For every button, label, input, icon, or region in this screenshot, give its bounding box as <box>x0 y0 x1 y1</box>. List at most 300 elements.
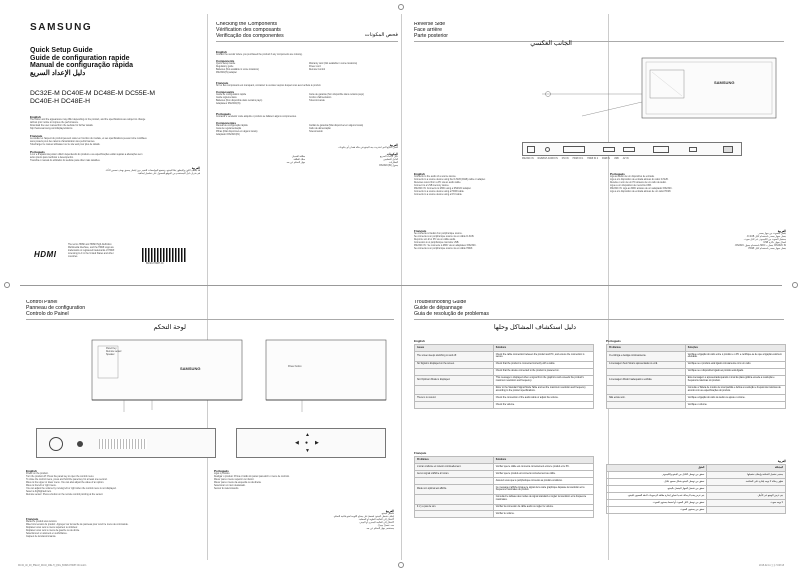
component-item: Regulatory guide <box>216 65 234 68</box>
port-label: DVI IN <box>561 158 569 160</box>
cover-models-line-1: DC32E-M DC40E-M DC48E-M DC55E-M <box>30 90 156 98</box>
cover-title-pt: Manual de configuração rápida <box>30 62 134 70</box>
direction-right-icon[interactable]: ▶ <box>315 440 319 446</box>
section-intro: Si l'un des composants est manquant, contactez le vendeur auprès duquel vous avez acheté le produit. <box>216 84 322 87</box>
table-lang: English <box>414 339 425 343</box>
control-desc: الانتقال إلى القائمة اليسرى أو اليمنى. <box>358 522 394 524</box>
port-desc: Se connecte à un périphérique source via un câble D-SUB. <box>414 236 475 238</box>
table-row <box>415 470 594 477</box>
solution-cell: Check that the device connected to the product is powered on. <box>493 368 593 375</box>
note-line: sans préavis pour des raisons d'amélioration des performances. <box>30 140 96 143</box>
trouble-table-en <box>414 338 594 409</box>
hdmi-note-line: countries. <box>68 256 78 258</box>
issue-cell <box>415 385 494 395</box>
issue-cell: Il n'y a pas de son. <box>415 504 494 511</box>
trouble-table-fr <box>414 450 594 518</box>
port-desc: يتصل بالصوت من جهاز مصدر. <box>757 233 786 235</box>
table-header-row <box>607 345 786 352</box>
rear-section-ar <box>610 226 786 251</box>
port-desc: Liga a um dispositivo de entrada através de um cabo HDMI. <box>610 191 672 193</box>
component-item: Guide réglementaire <box>216 96 237 99</box>
control-desc: Move to the upper or lower menu. You can also adjust the value of an option. <box>26 482 105 484</box>
control-desc: Capteur de la télécommande. <box>26 536 57 538</box>
control-desc: Déplacez-vous vers le menu de gauche ou de droite. <box>26 530 80 532</box>
control-section-fr <box>26 514 206 539</box>
trouble-title-en: Troubleshooting Guide <box>414 300 467 305</box>
table-row <box>415 361 594 368</box>
note-line: http://www.samsung.com/displaysolutions <box>30 127 73 130</box>
table-row <box>607 485 786 492</box>
table-row <box>607 375 786 385</box>
table-row <box>415 504 594 511</box>
table-row <box>415 402 594 409</box>
table-row <box>607 471 786 478</box>
trouble-title-pt: Guia de resolução de problemas <box>414 310 489 317</box>
table-head-cell: Problemas <box>607 345 686 352</box>
table-row <box>607 478 786 485</box>
rear-title-fr: Face arrière <box>414 26 442 33</box>
port-audio <box>545 147 550 152</box>
port-label: RGB/DVI AUDIO IN <box>537 158 558 160</box>
solution-cell: Consulte a Tabela de modos de sinal padrão e defina a resolução e frequência máximas de acordo com as especificações do produto. <box>685 385 785 395</box>
fold-line-horizontal <box>20 285 782 286</box>
note-line: Download the user manual from the website for further details. <box>30 124 94 127</box>
solution-cell: Verifique a ligação do cabo entre o produto e o PC e certifique-se de que a ligação está bem efetuada. <box>685 351 785 361</box>
control-desc: Mise hors tension du produit : Appuyez sur la touche de panneau pour ouvrir le menu de commande. <box>26 524 129 526</box>
table-head-cell: Solutions <box>493 345 593 352</box>
solution-cell: تحقق من تشغيل الجهاز المتصل بالمنتج. <box>607 485 707 492</box>
hdmi-note-line: Licensing LLC in the United States and other <box>68 253 114 255</box>
solution-cell: Verifique a ligação do cabo de áudio ou ajuste o volume. <box>685 395 785 402</box>
section-intro: Contact the vendor where you purchased the product if any components are missing. <box>216 53 303 56</box>
control-desc: Selecionar um item destacado. <box>214 485 246 487</box>
control-desc: Mettez le produit sous tension. <box>26 521 58 523</box>
port-label: HDMI IN 1 <box>572 158 584 160</box>
control-title-pt: Controlo do Painel <box>26 310 69 317</box>
port-rs232c <box>527 146 535 153</box>
port-desc: Connects to a source device using a HDMI cable. <box>414 191 465 193</box>
section-heading: Components <box>216 58 235 63</box>
port-desc: RS232C IN: Liga ao MDC através de um adaptador RS232C. <box>610 188 673 190</box>
component-item: Batteries (Not available in some locations) <box>216 68 259 71</box>
solution-cell: تحقق من توصيل المنتج بشكل صحيح بكابل. <box>607 478 707 485</box>
speaker-grille-icon <box>99 439 147 449</box>
hdmi-logo: HDMI <box>34 250 57 259</box>
section-heading: Componentes <box>216 120 237 125</box>
port-desc: Receives sound from a PC via an audio cable. <box>414 182 462 184</box>
direction-left-icon[interactable]: ◀ <box>295 440 299 446</box>
rear-title-ar: الجانب العكسي <box>530 40 572 47</box>
issue-cell: تظهر رسالة لا توجد إشارة على الشاشة. <box>707 478 786 485</box>
control-desc: To close the control menu, press and hold the panel key for at least one second. <box>26 479 108 481</box>
port-desc: يتصل بجهاز مصدر باستخدام كابل D-SUB. <box>746 236 786 238</box>
port-usb <box>689 147 697 152</box>
control-desc: Mover para o menu da esquerda ou da direita. <box>214 482 262 484</box>
port-av <box>723 146 733 153</box>
control-desc: الانتقال إلى القائمة العلوية أو السفلية. <box>358 519 394 521</box>
control-title-en: Control Panel <box>26 300 58 305</box>
solution-cell: Assurez-vous que le périphérique connecté au produit est allumé. <box>493 477 593 484</box>
solution-cell: Vérifiez la connexion du câble audio ou réglez le volume. <box>493 504 593 511</box>
table-row <box>607 402 786 409</box>
section-lang: English <box>414 172 425 176</box>
table-row <box>415 463 594 470</box>
table-head-cell: Solutions <box>493 457 593 464</box>
reverse-side-panel <box>414 22 786 280</box>
solution-cell: Verifique se o dispositivo ligado ao produto está ligado. <box>685 368 785 375</box>
port-hdmi-1 <box>603 147 615 152</box>
table-row <box>415 477 594 484</box>
solution-cell: Vérifiez que le câble est connecté correctement entre le produit et le PC. <box>493 463 593 470</box>
table-row <box>415 351 594 361</box>
component-item: Manual de configuração rápida <box>216 124 248 127</box>
control-desc: Select a highlighted item. <box>26 491 52 493</box>
table-header-row <box>607 465 786 472</box>
component-item: Cabo de alimentação <box>309 127 331 130</box>
table-row <box>415 511 594 518</box>
solution-cell: تحقق من مستوى الصوت. <box>607 506 707 513</box>
issue-cell: A mensagem Sem Sinal é apresentada no ecrã. <box>607 361 686 368</box>
component-item: Adaptador RS232C(IN) <box>216 133 240 136</box>
section-lang: English <box>216 49 227 54</box>
svg-text:SAMSUNG: SAMSUNG <box>714 80 735 85</box>
callout-speaker: Speaker <box>106 354 115 356</box>
issue-cell: يستمر تشغيل الشاشة وإيقاف تشغيلها. <box>707 471 786 478</box>
port-label: RGB IN <box>602 158 610 160</box>
table-row <box>607 499 786 506</box>
note-line: Téléchargez le manuel utilisateur sur le site web pour plus de détails. <box>30 143 101 146</box>
control-section-pt <box>214 466 394 491</box>
note-line: قم بتنزيل دليل المستخدم من الموقع للحصول على تفاصيل إضافية. <box>137 172 200 175</box>
cover-note-en <box>30 115 200 131</box>
port-desc: اتصال بجهاز ذاكرة USB. <box>762 242 786 244</box>
issue-cell: A mensagem Modo Inadequado é exibida. <box>607 375 686 385</box>
issue-cell <box>415 494 494 504</box>
section-lang: العربية <box>385 509 394 513</box>
solution-cell: Verifique o volume. <box>685 402 785 409</box>
registration-mark-top <box>398 4 404 10</box>
solution-cell: تحقق من توصيل الكابل بين المنتج والكمبيوتر. <box>607 471 707 478</box>
control-title-fr: Panneau de configuration <box>26 304 86 311</box>
component-item: Telecomando <box>309 130 323 133</box>
components-section-en <box>216 50 398 75</box>
table-head-cell: المشكلة <box>707 465 786 472</box>
note-line: without prior notice to improve the performance. <box>30 121 79 124</box>
port-desc: Connects to a source device using a DVI cable. <box>414 194 463 196</box>
components-title-pt: Verificação dos componentes <box>216 32 284 39</box>
select-icon[interactable]: ● <box>305 440 309 446</box>
fold-line-vertical-center <box>401 14 402 560</box>
table-row <box>415 375 594 385</box>
port-desc: Connects to a source device using the D-SUB (RGB) cable or adapter. <box>414 179 486 181</box>
callout-power-button: Power button <box>288 366 302 368</box>
issue-cell <box>707 506 786 513</box>
port-desc: يتصل بجهاز مصدر باستخدام كابل HDMI. <box>747 248 786 250</box>
solution-cell: Check the cable connection between the product and PC, and ensure the connection is secure. <box>493 351 593 361</box>
section-lang: العربية <box>389 142 398 147</box>
component-item: Remote Control <box>309 68 326 71</box>
issue-cell <box>415 511 494 518</box>
section-heading: المكونات <box>386 151 398 156</box>
solution-cell: Ce message s'affiche lorsque le signal de la carte graphique dépasse la résolution et la fréquence maximales du produit. <box>493 484 593 494</box>
issue-cell: Not Optimum Mode is displayed. <box>415 375 494 385</box>
cover-note-ar <box>30 166 200 176</box>
port-desc: Connect to a USB memory device. <box>414 185 450 187</box>
control-desc: إيقاف تشغيل المنتج: اضغط على مفتاح اللوحة لفتح قائمة التحكم. <box>333 516 394 518</box>
component-item: Télécommande <box>309 99 325 102</box>
cover-note-en-lang: English <box>30 114 41 119</box>
barcode-code: BN68-07808T-00 <box>146 263 164 265</box>
note-line: aviso prévio para melhorar o desempenho. <box>30 156 74 159</box>
port-label: RS232C IN <box>522 158 534 160</box>
panel-key-icon[interactable] <box>49 437 63 451</box>
control-panel-section <box>26 300 396 562</box>
control-desc: Desligar o produto: Prima o botão do painel para abrir o menu de controlo. <box>214 476 290 478</box>
components-title-ar: فحص المكونات <box>364 32 398 39</box>
table-row <box>415 484 594 494</box>
panel-key-strip <box>36 428 216 458</box>
port-hdmi-2 <box>623 147 635 152</box>
solution-cell: Vérifiez le volume. <box>493 511 593 518</box>
issue-cell: Não existe som. <box>607 395 686 402</box>
table-header-row <box>415 457 594 464</box>
section-lang: Français <box>26 517 39 521</box>
port-desc: Connexion à un périphérique mémoire USB. <box>414 242 460 244</box>
component-item: Quick Setup Guide <box>216 62 236 65</box>
trouble-title-ar: دليل استكشاف المشاكل وحلها <box>493 324 576 331</box>
table-head-cell: Issues <box>415 345 494 352</box>
components-section-fr <box>216 81 398 106</box>
table-lang: Português <box>606 339 621 343</box>
component-item: Power cord <box>309 65 321 68</box>
solution-cell: Verifique se o produto está ligado corretamente com um cabo. <box>685 361 785 368</box>
hdmi-trademark-block <box>30 244 202 280</box>
control-desc: Remote sensor: Press a button on the remote control pointing at the sensor. <box>26 494 104 496</box>
issue-cell: There is no sound. <box>415 395 494 402</box>
component-item: البطاريات <box>388 161 398 164</box>
control-desc: You can adjust the volume by moving left or right when the control menu is not displayed. <box>26 488 117 490</box>
control-desc: Sensor do telecomando. <box>214 488 239 490</box>
component-item: Guia de regulamentação <box>216 127 242 130</box>
port-label: USB <box>613 158 619 160</box>
note-line: A cor e a aparência podem diferir dependendo do produto e as especificações estão sujeitas a alterações sem <box>30 153 143 156</box>
footer-timestamp: 2015-02-11 오후 5:08:18 <box>759 565 784 567</box>
solution-cell: Consultez le tableau des modes de signal standard et réglez la résolution et la fréquence maximales. <box>493 494 593 504</box>
components-title-fr: Vérification des composants <box>216 26 281 33</box>
hdmi-note-line: The terms HDMI and HDMI High-Definition <box>68 244 112 246</box>
issue-cell: O ecrã liga e desliga continuamente. <box>607 351 686 361</box>
solution-cell: يتم عرض هذه الرسالة عندما تتجاوز إشارة بطاقة الرسومات الدقة القصوى للمنتج. <box>607 492 707 499</box>
callout-panel-key: Panel Key <box>106 348 117 350</box>
table-row <box>607 395 786 402</box>
registration-mark-bottom <box>398 562 404 568</box>
component-item: الدليل التنظيمي <box>383 158 398 161</box>
table-row <box>415 385 594 395</box>
control-section-en <box>26 466 206 497</box>
component-item: Cordon d'alimentation <box>309 96 332 99</box>
component-item: Batteries (Non disponible dans certains pays) <box>216 99 263 102</box>
table-lang: العربية <box>777 459 786 463</box>
port-dvi <box>563 146 585 153</box>
control-panel-illustration-right <box>262 336 392 416</box>
cover-note-pt-lang: Português <box>30 149 45 154</box>
cover-panel <box>30 22 202 280</box>
table-row <box>607 385 786 395</box>
registration-mark-right <box>792 282 798 288</box>
solution-cell: Refer to the Standard Signal Mode Table and set the maximum resolution and frequency according to the product specifications. <box>493 385 593 395</box>
port-desc: Recebe o som de um PC através de um cabo de áudio. <box>610 182 667 184</box>
section-lang: Français <box>216 80 229 85</box>
port-desc: Liga a um dispositivo de entrada através do cabo D-SUB. <box>610 179 669 181</box>
samsung-logo: SAMSUNG <box>30 22 93 33</box>
solution-cell: تحقق من توصيل كابل الصوت أو اضبط مستوى الصوت. <box>607 499 707 506</box>
note-line: Transfira o manual do utilizador do website para obter mais detalhes. <box>30 159 101 162</box>
hdmi-note-line: Multimedia Interface, and the HDMI Logo are <box>68 247 114 249</box>
table-header-row <box>415 345 594 352</box>
rear-panel-illustration <box>542 54 782 124</box>
callout-remote-sensor: Remote sensor <box>106 351 122 353</box>
control-desc: Déplacez-vous vers le menu supérieur ou inférieur. <box>26 527 78 529</box>
note-line: قد يختلف اللون والمظهر تبعًا للمنتج، وتخضع المواصفات للتغيير دون إشعار مسبق بهدف تحسين الأداء. <box>105 169 200 172</box>
components-section-ar <box>216 143 398 168</box>
note-line: The colour and the appearance may differ depending on the product, and the specifications are subject to change <box>30 118 146 121</box>
component-item: Cartão de garantia (Não disponível em alguns locais) <box>309 124 364 127</box>
port-desc: Liga ao áudio de um dispositivo de entrada. <box>610 176 655 178</box>
table-row <box>607 351 786 361</box>
issue-cell <box>415 402 494 409</box>
issue-cell: No Signal is displayed on the screen. <box>415 361 494 368</box>
rear-title-en: Reverse Side <box>414 22 446 27</box>
direction-down-icon[interactable]: ▼ <box>305 448 310 454</box>
section-lang: Português <box>216 111 231 116</box>
direction-up-icon[interactable]: ▲ <box>305 432 310 438</box>
solution-cell: Check that the product is connected correctly with a cable. <box>493 361 593 368</box>
port-desc: Se connecte à un périphérique source via un câble HDMI. <box>414 248 473 250</box>
remote-keypad <box>236 428 386 458</box>
section-intro: اتصل بالبائع الذي اشتريت منه المنتج في حالة فقدان أي مكونات. <box>337 146 398 149</box>
port-desc: Reçoit le son d'un PC via un câble audio. <box>414 239 456 241</box>
section-heading: Composants <box>216 89 235 94</box>
note-line: La couleur et l'aspect du produit peuvent varier en fonction du modèle, et ses spécifications peuvent être modifiées <box>30 137 147 140</box>
issue-cell <box>415 368 494 375</box>
cover-note-ar-lang: العربية <box>191 165 200 170</box>
registration-mark-left <box>4 282 10 288</box>
control-title-ar: لوحة التحكم <box>153 324 186 331</box>
table-row <box>607 368 786 375</box>
control-desc: Move to the left or right menu. <box>26 485 57 487</box>
control-section-ar <box>214 506 394 531</box>
svg-text:SAMSUNG: SAMSUNG <box>180 366 201 371</box>
table-head-cell: Problèmes <box>415 457 494 464</box>
solution-cell: Vérifiez que le produit est connecté correctement au câble. <box>493 470 593 477</box>
table-head-cell: الحلول <box>607 465 707 472</box>
issue-cell <box>415 477 494 484</box>
component-item: Guide de configuration rapide <box>216 93 247 96</box>
component-item: Carte de garantie (Non disponible dans certains pays) <box>309 93 364 96</box>
issue-cell: لا يوجد صوت. <box>707 499 786 506</box>
solution-cell: Esta mensagem é apresentada quando o sinal da placa gráfica excede a resolução e frequência máximas do produto. <box>685 375 785 385</box>
section-lang: Français <box>414 229 427 233</box>
table-row <box>607 492 786 499</box>
section-lang: Português <box>610 172 625 176</box>
cover-title-en: Quick Setup Guide <box>30 47 93 54</box>
issue-cell: L'écran s'allume et s'éteint continuellement. <box>415 463 494 470</box>
issue-cell: يتم عرض الوضع غير الأمثل. <box>707 492 786 499</box>
component-item: سلك الطاقة <box>293 158 305 161</box>
table-row <box>607 506 786 513</box>
port-desc: يستقبل الصوت من الكمبيوتر عبر كابل صوت. <box>743 239 786 241</box>
components-section-pt <box>216 112 398 137</box>
cover-note-fr-lang: Français <box>30 133 43 138</box>
port-desc: RS232C IN: يتصل بـ MDC باستخدام محول RS232C. <box>734 245 786 247</box>
component-item: RS232C(IN) adapter <box>216 71 237 74</box>
section-lang: Português <box>214 469 229 473</box>
barcode <box>142 248 186 262</box>
cover-title-fr: Guide de configuration rapide <box>30 54 130 62</box>
port-desc: RS232C IN : Se connecte à MDC via un adaptateur RS232C. <box>414 245 477 247</box>
rear-section-en <box>414 169 594 197</box>
port-desc: Se connecte à l'audio d'un périphérique source. <box>414 233 463 235</box>
port-desc: Ligue a um dispositivo de memória USB. <box>610 185 652 187</box>
solution-cell: Check the connection of the audio cable or adjust the volume. <box>493 395 593 402</box>
control-desc: Sélectionnez un élément en surbrillance. <box>26 533 68 535</box>
component-item: دليل الإعداد السريع <box>379 155 398 158</box>
table-head-cell: Soluções <box>685 345 785 352</box>
troubleshooting-section <box>414 300 786 562</box>
control-desc: Power on the product. <box>26 473 49 475</box>
section-lang: English <box>26 469 37 473</box>
rear-section-fr <box>414 226 594 251</box>
port-rgb <box>653 146 669 153</box>
component-item: Warranty card (Not available in some locations) <box>309 62 358 65</box>
component-item: جهاز التحكم عن بعد <box>286 161 305 164</box>
issue-cell <box>607 402 686 409</box>
issue-cell: Mode non optimal est affiché. <box>415 484 494 494</box>
hdmi-note-line: trademarks or registered trademarks of HDMI <box>68 250 115 252</box>
control-desc: Ligar o produto. <box>214 473 231 475</box>
port-desc: RS232C IN: Connects to MDC using a RS232C adapter. <box>414 188 472 190</box>
trouble-title-fr: Guide de dépannage <box>414 304 463 311</box>
component-item: Adaptateur RS232C(IN) <box>216 102 241 105</box>
table-row <box>607 361 786 368</box>
cover-title-ar: دليل الإعداد السريع <box>30 69 86 77</box>
table-row <box>415 368 594 375</box>
issue-cell <box>607 368 686 375</box>
table-lang: Français <box>414 451 427 455</box>
control-desc: حدد عنصرًا مميزًا. <box>377 525 394 527</box>
issue-cell: The screen keeps switching on and off. <box>415 351 494 361</box>
section-lang: العربية <box>777 229 786 233</box>
control-desc: Mover para o menu superior ou inferior. <box>214 479 255 481</box>
component-item: بطاقة الضمان <box>291 155 305 158</box>
control-desc: مستشعر جهاز التحكم عن بعد. <box>365 528 394 530</box>
cover-models-line-2: DC40E-H DC48E-H <box>30 97 91 105</box>
section-intro: Contacte o vendedor onde adquiriu o produto se faltarem alguns componentes. <box>216 115 297 118</box>
footer-file-slug: DC32_40_48_55E-M_DC40_48E-H_QSG_BN68-07808T-00.indd 1 <box>18 565 87 567</box>
component-item: Pilhas (Não disponível em alguns locais) <box>216 130 258 133</box>
remote-sensor-icon <box>77 441 83 447</box>
issue-cell: Aucun signal s'affiche à l'écran. <box>415 470 494 477</box>
components-title-en: Checking the Components <box>216 22 278 27</box>
table-row <box>415 494 594 504</box>
rear-section-pt <box>610 169 786 194</box>
components-panel <box>216 22 398 280</box>
rear-title-pt: Parte posterior <box>414 32 449 39</box>
port-label: HDMI IN 2 <box>587 158 599 160</box>
control-desc: تشغيل المنتج. <box>380 513 394 515</box>
issue-cell <box>707 485 786 492</box>
solution-cell: This message is displayed when a signal from the graphics card exceeds the product's maximum resolution and frequency. <box>493 375 593 385</box>
